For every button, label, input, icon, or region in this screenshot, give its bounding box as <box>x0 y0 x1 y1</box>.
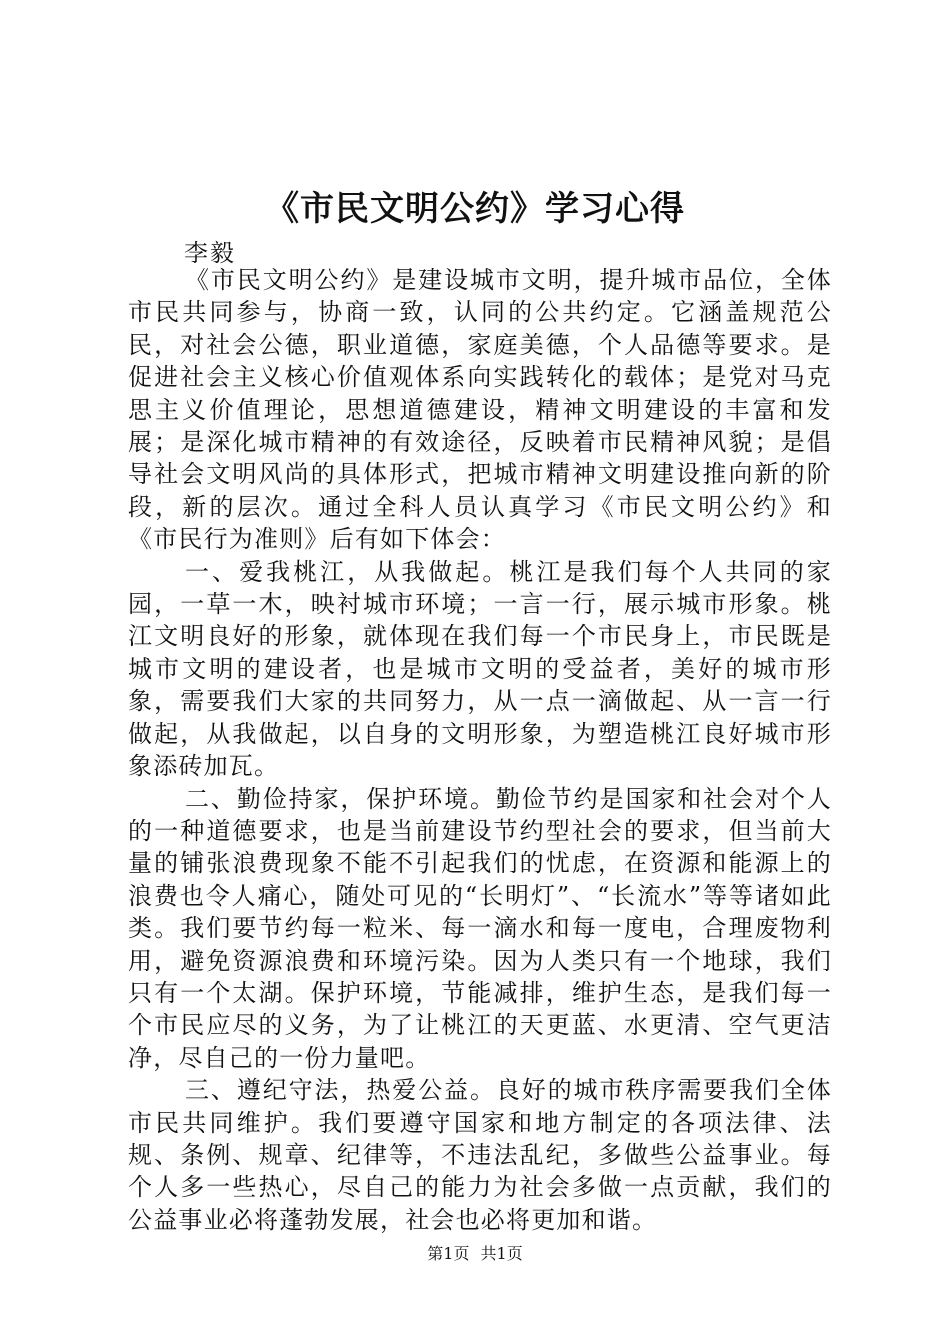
author-name: 李毅 <box>184 239 236 267</box>
paragraph-section-1: 一、爱我桃江，从我做起。桃江是我们每个人共同的家园，一草一木，映衬城市环境；一言一行，展示城市形象。桃江文明良好的形象，就体现在我们每一个市民身上，市民既是城市文明的建设者，也是城市文明的受益者，美好的城市形象，需要我们大家的共同努力，从一点一滴做起、从一言一行做起，从我做起，以自身的文明形象，为塑造桃江良好城市形象添砖加瓦。 <box>128 557 832 781</box>
page-footer <box>0 1244 950 1264</box>
page-total: 共1页 <box>480 1244 523 1263</box>
page-number: 第1页 <box>427 1244 470 1263</box>
paragraph-section-2: 二、勤俭持家，保护环境。勤俭节约是国家和社会对个人的一种道德要求，也是当前建设节约型社会的要求，但当前大量的铺张浪费现象不能不引起我们的忧虑，在资源和能源上的浪费也令人痛心，随处可见的“长明灯”、“长流水”等等诸如此类。我们要节约每一粒米、每一滴水和每一度电，合理废物利用，避免资源浪费和环境污染。因为人类只有一个地球，我们只有一个太湖。保护环境，节能减排，维护生态，是我们每一个市民应尽的义务，为了让桃江的天更蓝、水更清、空气更洁净，尽自己的一份力量吧。 <box>128 784 832 1072</box>
document-body <box>128 264 832 1236</box>
paragraph-intro: 《市民文明公约》是建设城市文明，提升城市品位，全体市民共同参与，协商一致，认同的公共约定。它涵盖规范公民，对社会公德，职业道德，家庭美德，个人品德等要求。是促进社会主义核心价值观体系向实践转化的载体；是党对马克思主义价值理论，思想道德建设，精神文明建设的丰富和发展；是深化城市精神的有效途径，反映着市民精神风貌；是倡导社会文明风尚的具体形式，把城市精神文明建设推向新的阶段，新的层次。通过全科人员认真学习《市民文明公约》和《市民行为准则》后有如下体会： <box>128 266 832 554</box>
document-title: 《市民文明公约》学习心得 <box>265 189 685 229</box>
paragraph-section-3: 三、遵纪守法，热爱公益。良好的城市秩序需要我们全体市民共同维护。我们要遵守国家和地方制定的各项法律、法规、条例、规章、纪律等，不违法乱纪，多做些公益事业。每个人多一些热心，尽自己的能力为社会多做一点贡献，我们的公益事业必将蓬勃发展，社会也必将更加和谐。 <box>128 1076 832 1234</box>
